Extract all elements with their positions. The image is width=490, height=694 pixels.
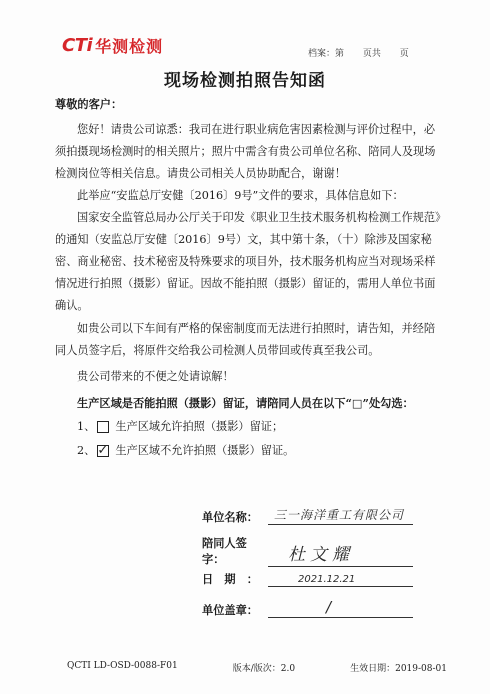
date-label: 日 期 ： <box>202 572 258 586</box>
option-prefix: 1、 <box>77 420 96 433</box>
paragraph-notice: 您好！请贵公司谅悉：我司在进行职业病危害因素检测与评价过程中，必须拍摄现场检测时的相关照片；照片中需含有贵公司单位名称、陪同人及现场检测岗位等相关信息。请贵公司相关人员协助配合，谢谢！ <box>55 123 436 180</box>
salutation: 尊敬的客户： <box>55 97 123 111</box>
option-prefix: 2、 <box>77 444 96 457</box>
option-allowed <box>77 416 283 438</box>
paragraph-basis: 此举应“安监总厅安健〔2016〕9号”文件的要求，具体信息如下： <box>77 189 404 202</box>
companion-signature-field[interactable] <box>268 546 413 567</box>
option-not-allowed <box>77 440 294 462</box>
unit-name-label: 单位名称： <box>202 510 258 524</box>
company-logo <box>62 34 163 56</box>
unit-name-row <box>202 504 413 525</box>
archive-page: 页共 <box>362 49 381 59</box>
option-label: 生产区域允许拍照（摄影）留证； <box>115 420 284 433</box>
logo-mark: CTi <box>62 34 93 56</box>
logo-name: 华测检测 <box>95 36 164 56</box>
effective-date: 生效日期：2019-08-01 <box>350 664 447 674</box>
photo-question: 生产区域是否能拍照（摄影）留证，请陪同人员在以下“□”处勾选： <box>77 396 414 410</box>
document-title: 现场检测拍照告知函 <box>164 71 326 91</box>
doc-version: 版本/版次：2.0 <box>232 664 296 674</box>
check-mark-icon: ✓ <box>97 443 109 458</box>
paragraph-regulation: 国家安全监管总局办公厅关于印发《职业卫生技术服务机构检测工作规范》的通知（安监总厅安健〔2016〕9号）文，其中第十条，（十）除涉及国家秘密、商业秘密、技术秘密及特殊要求的项目外，技术服务机构应当对现场采样情况进行拍照（摄影）留证。因故不能拍照（摄影）留证的，需用人单位书面确认。 <box>55 211 441 312</box>
seal-value: / <box>326 598 332 616</box>
date-field[interactable] <box>268 566 413 587</box>
checkbox-allowed[interactable] <box>97 421 109 433</box>
seal-label: 单位盖章： <box>202 603 258 617</box>
archive-total: 页 <box>399 49 409 59</box>
paragraph-apology: 贵公司带来的不便之处请谅解！ <box>77 370 234 383</box>
companion-signature: 杜文耀 <box>288 545 354 565</box>
unit-name-field[interactable] <box>268 504 413 525</box>
option-label: 生产区域不允许拍照（摄影）留证。 <box>115 444 295 457</box>
seal-field[interactable] <box>268 597 413 618</box>
document-footer <box>67 661 447 674</box>
paragraph-confidential: 如贵公司以下车间有严格的保密制度而无法进行拍照时，请告知，并经陪同人员签字后，将原件交给我公司检测人员带回或传真至我公司。 <box>55 322 436 357</box>
archive-number <box>308 46 419 59</box>
seal-row <box>202 597 413 618</box>
unit-name-value: 三一海洋重工有限公司 <box>274 508 405 522</box>
companion-label: 陪同人签字： <box>202 536 247 566</box>
date-value: 2021.12.21 <box>298 574 356 585</box>
checkbox-not-allowed[interactable] <box>97 445 109 457</box>
doc-code: QCTI LD-OSD-0088-F01 <box>67 661 178 671</box>
companion-row <box>202 535 413 567</box>
archive-label: 档案：第 <box>308 49 345 59</box>
date-row <box>202 566 413 587</box>
